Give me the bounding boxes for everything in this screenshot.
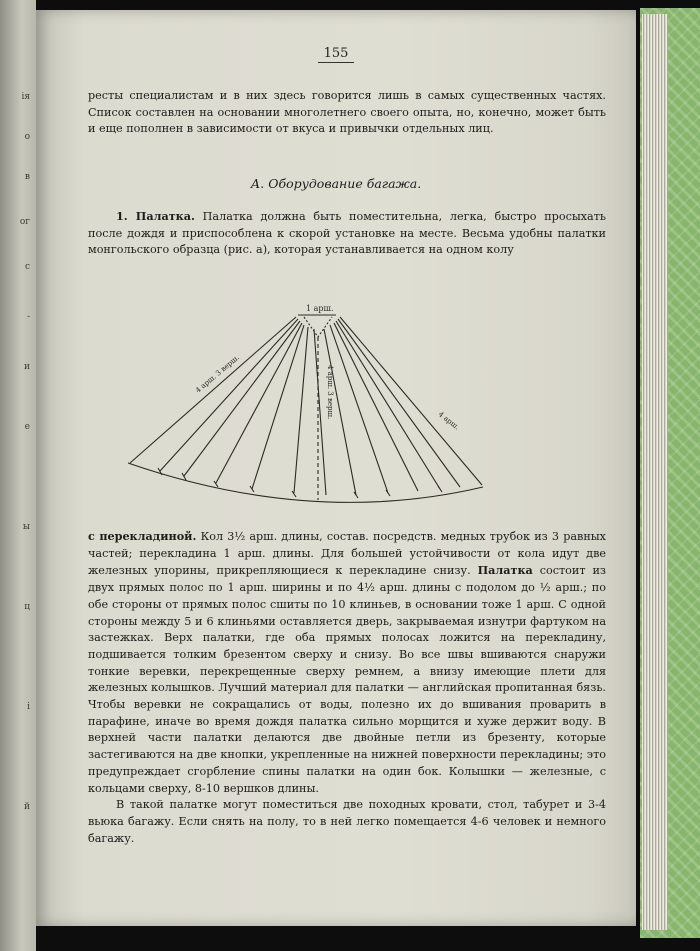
para2-text: Кол 3½ арш. длины, состав. посредств. медных трубок из 3 равных частей; перекладина 1 арш. длины. Для большей устойчивости от кола идут две железных упорины, прикрепляющиеся к перекладине снизу. [88, 530, 606, 578]
left-page-fragment: ц [24, 602, 30, 612]
tent-label-right: 4 арш. [436, 410, 461, 432]
book-page [36, 10, 636, 926]
para3: В такой палатке могут поместиться две походных кровати, стол, табурет и 3-4 вьюка багажу. Если снять на полу, то в ней легко помещается 4-6 человек и немного багажу. [88, 798, 606, 845]
tent-label-top: 1 арш. [306, 304, 334, 313]
para2-block [88, 528, 606, 847]
page-number-text: 155 [318, 46, 355, 63]
tent-label-center: 4 арш. 3 верш. [326, 365, 334, 420]
intro-paragraph-block [88, 88, 606, 138]
left-page-fragment: ія [21, 92, 30, 102]
tent-label-left: 4 арш. 3 верш. [194, 353, 241, 395]
left-page-fragment: ы [22, 522, 30, 532]
left-page-fragment: ог [19, 217, 30, 227]
left-page-edge [0, 0, 36, 951]
page-edges [642, 14, 668, 930]
left-page-fragment: о [24, 132, 30, 142]
para2-text2: состоит из двух прямых полос по 1 арш. ширины и по 4½ арш. длины с подолом до ½ арш.; по обе стороны от прямых полос сшиты по 10 клиньев, в основании тоже 1 арш. С одной стороны между 5 и 6 клиньями оставляется дверь, закрываемая изнутри фартуком на застежках. Верх палатки, где оба прямых полосах ложится на перекладину, подшивается толким брезентом сверху и снизу. Во все швы вшиваются снаружи тонкие веревки, перекрещенные сверху ремнем, а внизу имеющие плети для железных колышков. Лучший материал для палатки — английская пропитанная бязь. Чтобы веревки не сокращались от воды, полезно их до вшивания проварить в парафине, иначе во время дождя палатка сильно морщится и хуже держит воду. В верхней части палатки делаются две двойные петли из брезенту, которые застегиваются на две кнопки, укрепленные на нижней поверхности перекладины; это предупреждает сгорбление спины палатки на один бок. Колышки — железные, с кольцами сверху, 8-10 вершков длины. [88, 564, 607, 795]
tent-base-curve [128, 463, 483, 502]
left-page-fragment: й [24, 802, 30, 812]
para2 [88, 528, 606, 797]
left-page-fragment: в [24, 172, 30, 182]
item1-text: Палатка должна быть поместительна, легка, быстро просыхать после дождя и приспособлена к скорой установке на месте. Весьма удобны палатки монгольского образца (рис. а), которая устанавливается на одном колу [88, 210, 606, 257]
left-page-fragment: с [24, 262, 30, 272]
para2-bold-term: Палатка [477, 563, 533, 578]
left-page-fragment: е [24, 422, 30, 432]
left-page-fragment: і [27, 702, 30, 712]
tent-diagram [118, 295, 498, 520]
page-number [36, 46, 636, 61]
item1-block [88, 208, 606, 259]
section-heading: А. Оборудование багажа. [250, 176, 422, 191]
item1-label: 1. Палатка. [116, 209, 195, 223]
intro-paragraph: ресты специалистам и в них здесь говорится лишь в самых существенных частях. Список составлен на основании многолетнего своего опыта, но, конечно, может быть и еще пополнен в зависимости от вкуса и привычки отдельных лиц. [88, 89, 606, 136]
left-page-fragment: и [24, 362, 30, 372]
left-page-fragment: - [26, 312, 30, 322]
item1-paragraph [88, 208, 606, 259]
para2-lead: с перекладиной. [88, 529, 197, 543]
